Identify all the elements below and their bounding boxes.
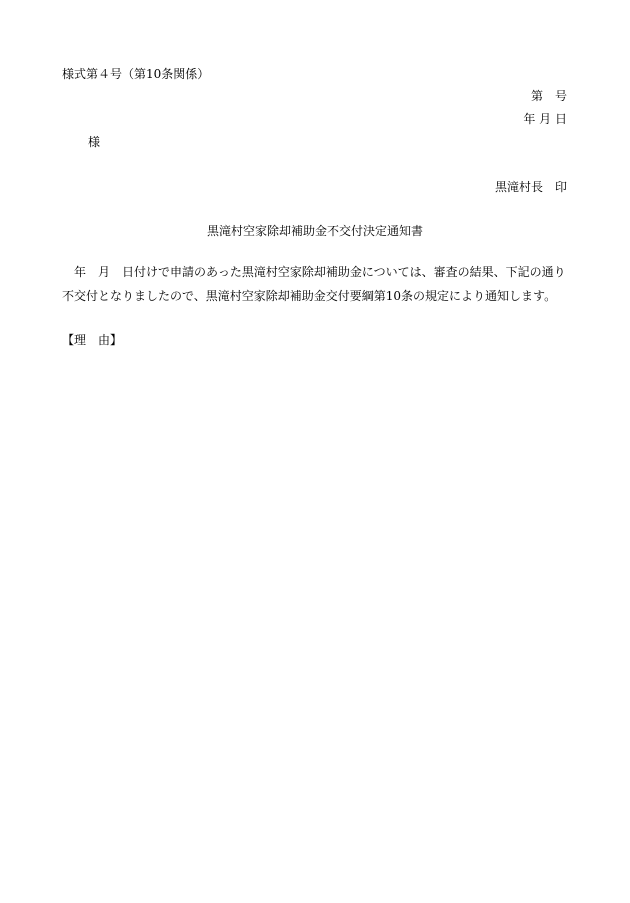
form-number: 様式第４号（第10条関係）	[62, 67, 210, 81]
document-date: 年 月 日	[523, 112, 567, 126]
issuer-signature: 黒滝村長 印	[494, 180, 567, 194]
document-number: 第 号	[530, 89, 567, 103]
body-line-1-text: 年 月 日付けで申請のあった黒滝村空家除却補助金については、審査の結果、下記の通り	[74, 265, 566, 279]
reason-heading: 【理 由】	[62, 333, 123, 347]
body-paragraph-line-2: 不交付となりましたので、黒滝村空家除却補助金交付要綱第10条の規定により通知します。	[62, 289, 557, 303]
document-title: 黒滝村空家除却補助金不交付決定通知書	[206, 224, 423, 238]
body-paragraph-line-1	[62, 266, 566, 278]
addressee: 様	[88, 135, 101, 149]
